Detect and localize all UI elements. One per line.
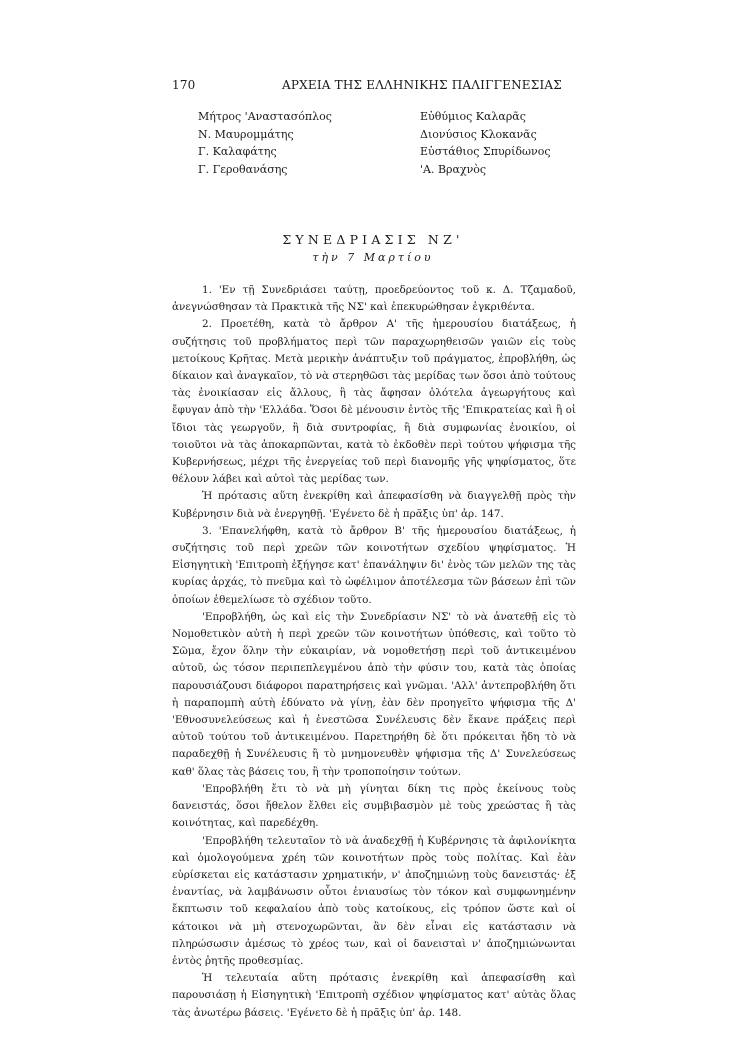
paragraph: 2. Προετέθη, κατὰ τὸ ἄρθρον Α' τῆς ἡμερουσίου διατάξεως, ἡ συζήτησις τοῦ προβλήματος περὶ τῶν παραχωρηθεισῶν γαιῶν εἰς τοὺς μετοίκους Κρῆτας. Μετὰ μερικὴν ἀνάπτυξιν τοῦ πράγματος, ἐπροβλήθη, ὡς δίκαιον καὶ ἀναγκαῖον, τὸ νὰ στερηθῶσι τὰς μερίδας των ὅσοι ἀπὸ τούτους τὰς ἐνοικίασαν εἰς ἄλλους, ἢ τὰς ἄφησαν ὁλότελα ἀγεωργήτους καὶ ἔφυγαν ἀπὸ τὴν 'Ελλάδα. Ὅσοι δὲ μένουσιν ἐντὸς τῆς 'Επικρατείας καὶ ἢ οἱ ἴδιοι τὰς γεωργοῦν, ἢ διὰ συντροφίας, ἢ διὰ συμφωνίας ἐνοικίου, οἱ τοιοῦτοι νὰ τὰς ἀποκαρπῶνται, κατὰ τὸ ἐκδοθὲν περὶ τούτου ψήφισμα τῆς Κυβερνήσεως, μέχρι τῆς ἐνεργείας τοῦ περὶ διανομῆς γῆς ψηφίσματος, ὅτε θέλουν λάβει καὶ αὐτοὶ τὰς μερίδας των. — [172, 318, 576, 486]
running-title: ΑΡΧΕΙΑ ΤΗΣ ΕΛΛΗΝΙΚΗΣ ΠΑΛΙΓΓΕΝΕΣΙΑΣ — [282, 78, 562, 92]
signatories-left-column — [198, 108, 332, 178]
signatory-name: Ν. Μαυρομμάτης — [198, 127, 294, 141]
paragraph: 'Επροβλήθη τελευταῖον τὸ νὰ ἀναδεχθῇ ἡ Κυβέρνησις τὰ ἀφιλονίκητα καὶ ὁμολογούμενα χρέη τῶν κοινοτήτων πρὸς τοὺς πολίτας. Καὶ ἐὰν εὑρίσκεται εἰς κατάστασιν χρηματικήν, ν' ἀποζημιώνῃ τοὺς δανειστάς· ἐξ ἐναντίας, νὰ λαμβάνωσιν οὗτοι ἐνιαυσίως τὸν τόκον καὶ συμφωνημένην ἔκπτωσιν τοῦ κεφαλαίου ἀπὸ τοὺς κατοίκους, εἰς τρόπον ὥστε καὶ οἱ κάτοικοι νὰ μὴ στενοχωρῶνται, ἂν δὲν εἶναι εἰς κατάστασιν νὰ πληρώσωσιν ἀμέσως τὸ χρέος των, καὶ οἱ δανεισταὶ ν' ἀποζημιώνωνται ἐντὸς ῥητῆς προθεσμίας. — [172, 834, 576, 967]
paragraph: 3. 'Επανελήφθη, κατὰ τὸ ἄρθρον Β' τῆς ἡμερουσίου διατάξεως, ἡ συζήτησις τοῦ περὶ χρεῶν τῶν κοινοτήτων σχεδίου ψηφίσματος. Ἡ Εἰσηγητικὴ 'Επιτροπὴ ἐξήγησε κατ' ἐπανάληψιν δι' ἑνὸς τῶν μελῶν της τὰς κυρίας ἀρχάς, τὸ πνεῦμα καὶ τὸ ὠφέλιμον ἀποτέλεσμα τῶν βάσεων ἐπὶ τῶν ὁποίων ἐθεμελίωσε τὸ σχέδιον τοῦτο. — [172, 524, 576, 606]
session-minutes-body — [172, 282, 576, 1022]
signatory-name: Γ. Γεροθανάσης — [198, 162, 288, 176]
session-date: τὴν 7 Μαρτίου — [312, 251, 434, 264]
signatory-name: Εὐστάθιος Σπυρίδωνος — [420, 145, 551, 158]
paragraph: 'Επροβλήθη ἔτι τὸ νὰ μὴ γίνηται δίκη τις πρὸς ἐκείνους τοὺς δανειστάς, ὅσοι ἤθελον ἔλθει εἰς συμβιβασμὸν μὲ τοὺς χρεώστας ἢ τὰς κοινότητας, καὶ παρεδέχθη. — [172, 782, 576, 830]
paragraph: Ἡ τελευταία αὕτη πρότασις ἐνεκρίθη καὶ ἀπεφασίσθη καὶ παρουσιάσῃ ἡ Εἰσηγητικὴ 'Επιτροπὴ σχέδιον ψηφίσματος κατ' αὐτὰς ὅλας τὰς ἀνωτέρω βάσεις. 'Εγένετο δὲ ἡ πρᾶξις ὑπ' ἀρ. 148. — [172, 972, 576, 1019]
paragraph: 1. 'Εν τῇ Συνεδριάσει ταύτῃ, προεδρεύοντος τοῦ κ. Δ. Τζαμαδοῦ, ἀνεγνώσθησαν τὰ Πρακτικὰ τῆς ΝΣ' καὶ ἐπεκυρώθησαν ἐγκριθέντα. — [172, 284, 576, 314]
session-title: ΣΥΝΕΔΡΙΑΣΙΣ ΝΖ' — [282, 232, 464, 247]
signatories-right-column — [420, 108, 551, 178]
signatory-name: Γ. Καλαφάτης — [198, 145, 277, 158]
page-number: 170 — [172, 78, 196, 92]
page-header — [172, 78, 574, 98]
signatory-name: Διονύσιος Κλοκανᾶς — [420, 127, 537, 141]
signatory-name: Εὐθύμιος Καλαρᾶς — [420, 110, 526, 123]
signatory-name: Μήτρος 'Αναστασόπλος — [198, 110, 332, 123]
paragraph: 'Επροβλήθη, ὡς καὶ εἰς τὴν Συνεδρίασιν ΝΣ' τὸ νὰ ἀνατεθῇ εἰς τὸ Νομοθετικὸν αὐτὴ ἡ περὶ χρεῶν τῶν κοινοτήτων ὑπόθεσις, καὶ τοῦτο τὸ Σῶμα, ἔχον ὅλην τὴν εὐκαιρίαν, νὰ νομοθετήσῃ περὶ τοῦ ἀντικειμένου αὐτοῦ, ὡς τόσον περιπεπλεγμένου ἀπὸ τὴν φύσιν του, κατὰ τὰς ὁποίας παρουσιάζουσι διάφοροι παρατηρήσεις καὶ γνῶμαι. 'Αλλ' ἀντεπροβλήθη ὅτι ἡ παραπομπὴ αὐτὴ ἐδύνατο νὰ γίνῃ, ἐὰν δὲν προηγεῖτο ψήφισμα τῆς Δ' 'Εθνοσυνελεύσεως καὶ ἡ ἐνεστῶσα Συνέλευσις δὲν ἔκανε πράξεις περὶ αὐτοῦ τούτου τοῦ ἀντικειμένου. Παρετηρήθη δὲ ὅτι πρόκειται ἤδη τὸ νὰ παραδεχθῇ ἡ Συνέλευσις ἢ τὸ μνημονευθὲν ψήφισμα τῆς Δ' Συνελεύσεως καθ' ὅλας τὰς βάσεις του, ἢ τὴν τροποποίησιν τούτων. — [172, 610, 576, 778]
signatory-name: 'Α. Βραχνὸς — [420, 162, 487, 176]
paragraph: Ἡ πρότασις αὕτη ἐνεκρίθη καὶ ἀπεφασίσθη νὰ διαγγελθῇ πρὸς τὴν Κυβέρνησιν διὰ νὰ ἐνεργηθῇ. 'Εγένετο δὲ ἡ πρᾶξις ὑπ' ἀρ. 147. — [172, 490, 576, 520]
